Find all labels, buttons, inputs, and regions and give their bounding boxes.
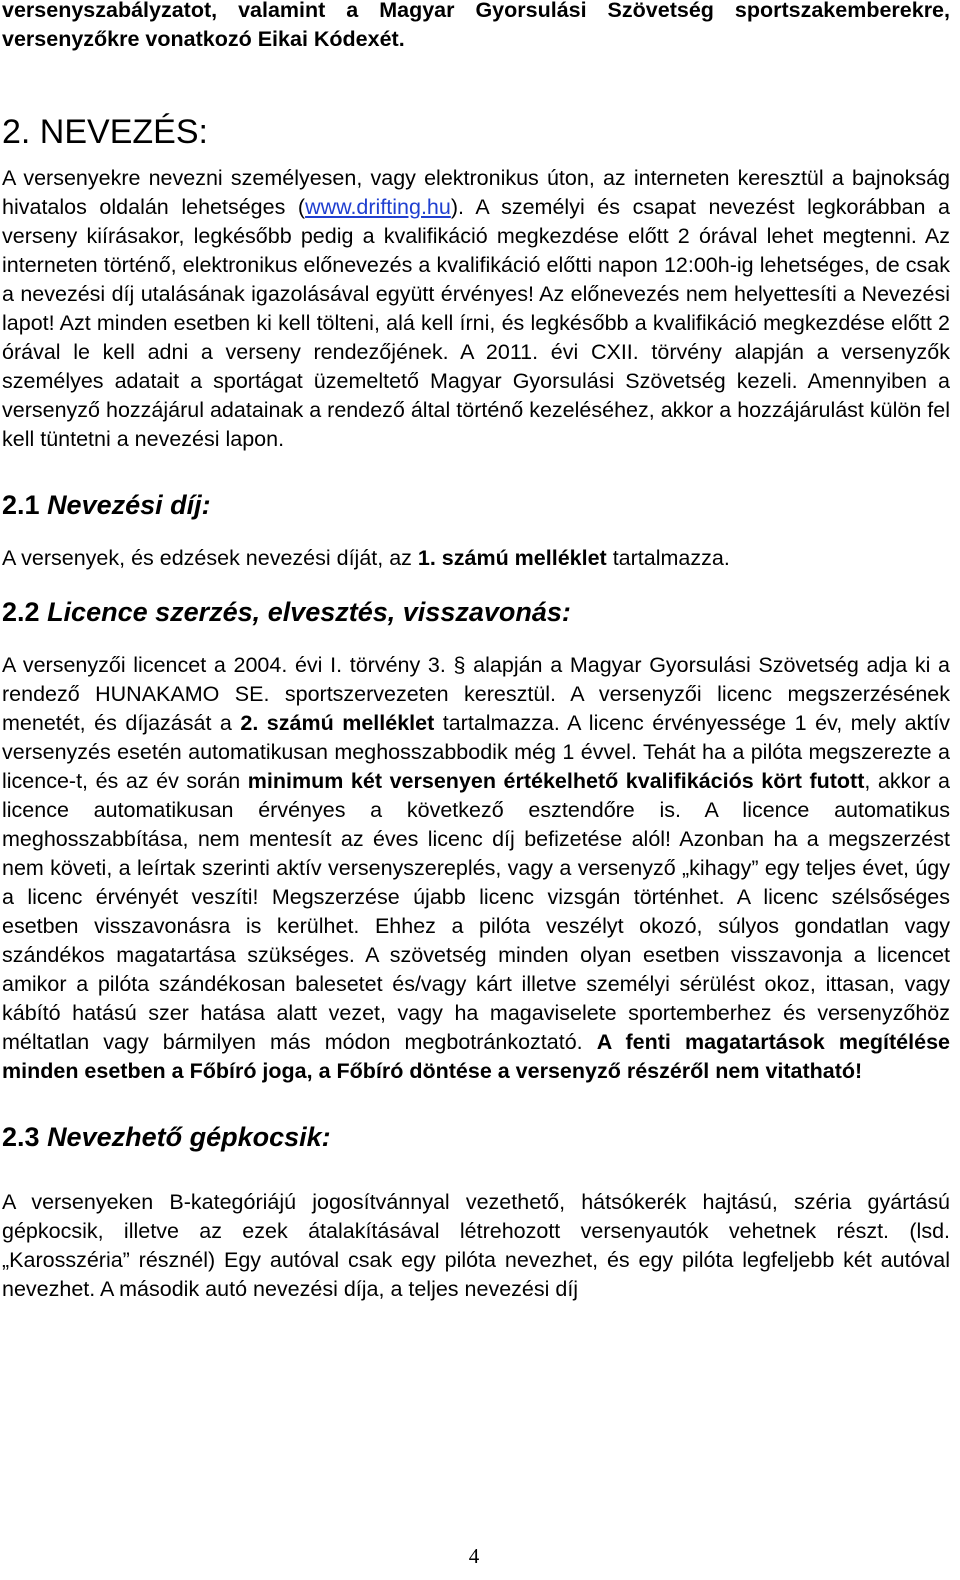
subsection-number: 2.2: [2, 597, 40, 627]
section2-text-a: A versenyekre nevezni személyesen, vagy elektronikus úton, az interneten keresztül a bajnokság hivatalos oldalán lehetséges (: [2, 166, 950, 219]
section2-2-bold-c: A fenti magatartások megítélése minden esetben a Főbíró joga, a Főbíró döntése a versenyző részéről nem vitatható!: [2, 1030, 950, 1083]
subsection-heading-2-1: [2, 488, 950, 522]
subsection-number: 2.1: [2, 490, 40, 520]
section2-text-b: ). A személyi és csapat nevezést legkorábban a verseny kiírásakor, legkésőbb pedig a kvalifikáció megkezdése előtt 2 órával lehet megtenni. Az interneten történő, elektronikus előnevezés a kvalifikáció előtti napon 12:00h-ig lehetséges, de csak a nevezési díj utalásának igazolásával együtt érvényes! Az előnevezés nem helyettesíti a Nevezési lapot! Azt minden esetben ki kell tölteni, alá kell írni, és legkésőbb a kvalifikáció megkezdése előtt 2 órával le kell adni a verseny rendezőjének. A 2011. évi CXII. törvény alapján a versenyzők személyes adatait a sportágat üzemeltető Magyar Gyorsulási Szövetség kezeli. Amennyiben a versenyző hozzájárul adatainak a rendező által történő kezeléséhez, akkor a hozzájárulást külön fel kell tüntetni a nevezési lapon.: [2, 195, 950, 451]
document-page: [2, 0, 950, 1304]
section2-3-paragraph: A versenyeken B-kategóriájú jogosítvánnyal vezethető, hátsókerék hajtású, széria gyártású gépkocsik, illetve az ezek átalakításával létrehozott versenyautók vehetnek részt. (lsd. „Karosszéria” résznél) Egy autóval csak egy pilóta nevezhet, és egy pilóta legfeljebb két autóval nevezhet. A második autó nevezési díja, a teljes nevezési díj: [2, 1190, 950, 1301]
page-number: 4: [468, 1544, 480, 1568]
drifting-website-link[interactable]: www.drifting.hu: [305, 195, 451, 219]
section2-1-paragraph: [2, 544, 950, 573]
section2-2-bold-a: 2. számú melléklet: [240, 711, 435, 735]
subsection-heading-2-2: [2, 595, 950, 629]
section2-2-text-c: , akkor a licence automatikusan érvényes a következő esztendőre is. A licence automatikus meghosszabbítása, nem mentesít az éves licenc díj befizetése alól! Azonban ha a megszerzést nem követi, a leírtak szerinti aktív versenyszereplés, vagy a versenyző „kihagy” egy teljes évet, úgy a licenc érvényét veszíti! Megszerzése újabb licenc vizsgán történhet. A licenc szélsőséges esetben visszavonásra is kerülhet. Ehhez a pilóta veszélyt okozó, súlyos gondatlan vagy szándékos magatartása szükséges. A szövetség minden olyan esetben visszavonja a licencet amikor a pilóta szándékosan balesetet és/vagy kárt illetve személyi sérülést okoz, ittasan, vagy kábító hatású szer hatása alatt vezet, vagy ha magaviselete sportemberhez és versenyzőhöz méltatlan vagy bármilyen más módon megbotránkoztató.: [2, 769, 951, 1054]
section2-1-text-a: A versenyek, és edzések nevezési díját, az: [2, 546, 418, 570]
section2-1-text-b: tartalmazza.: [606, 546, 730, 570]
subsection-title: Nevezhető gépkocsik:: [47, 1122, 331, 1152]
intro-paragraph: versenyszabályzatot, valamint a Magyar Gyorsulási Szövetség sportszakemberekre, versenyzőkre vonatkozó Eikai Kódexét.: [2, 0, 950, 51]
section2-2-bold-b: minimum két versenyen értékelhető kvalifikációs kört futott: [247, 769, 865, 793]
subsection-title: Licence szerzés, elvesztés, visszavonás:: [47, 597, 571, 627]
section2-2-text-b: tartalmazza. A licenc érvényessége 1 év, mely aktív versenyzés esetén automatikusan meghosszabbodik még 1 évvel. Tehát ha a pilóta megszerezte a licence-t, és az év során: [2, 711, 950, 793]
section2-paragraph: [2, 164, 950, 454]
section-heading-nevezes: 2. NEVEZÉS:: [2, 113, 208, 151]
subsection-number: 2.3: [2, 1122, 40, 1152]
subsection-heading-2-3: [2, 1120, 950, 1154]
subsection-title: Nevezési díj:: [47, 490, 211, 520]
section2-1-bold: 1. számú melléklet: [417, 546, 607, 570]
section2-2-text-a: A versenyzői licencet a 2004. évi I. törvény 3. § alapján a Magyar Gyorsulási Szövetség adja ki a rendező HUNAKAMO SE. sportszervezeten keresztül. A versenyzői licenc megszerzésének menetét, és díjazását a: [2, 653, 950, 735]
section2-2-paragraph: [2, 651, 950, 1086]
